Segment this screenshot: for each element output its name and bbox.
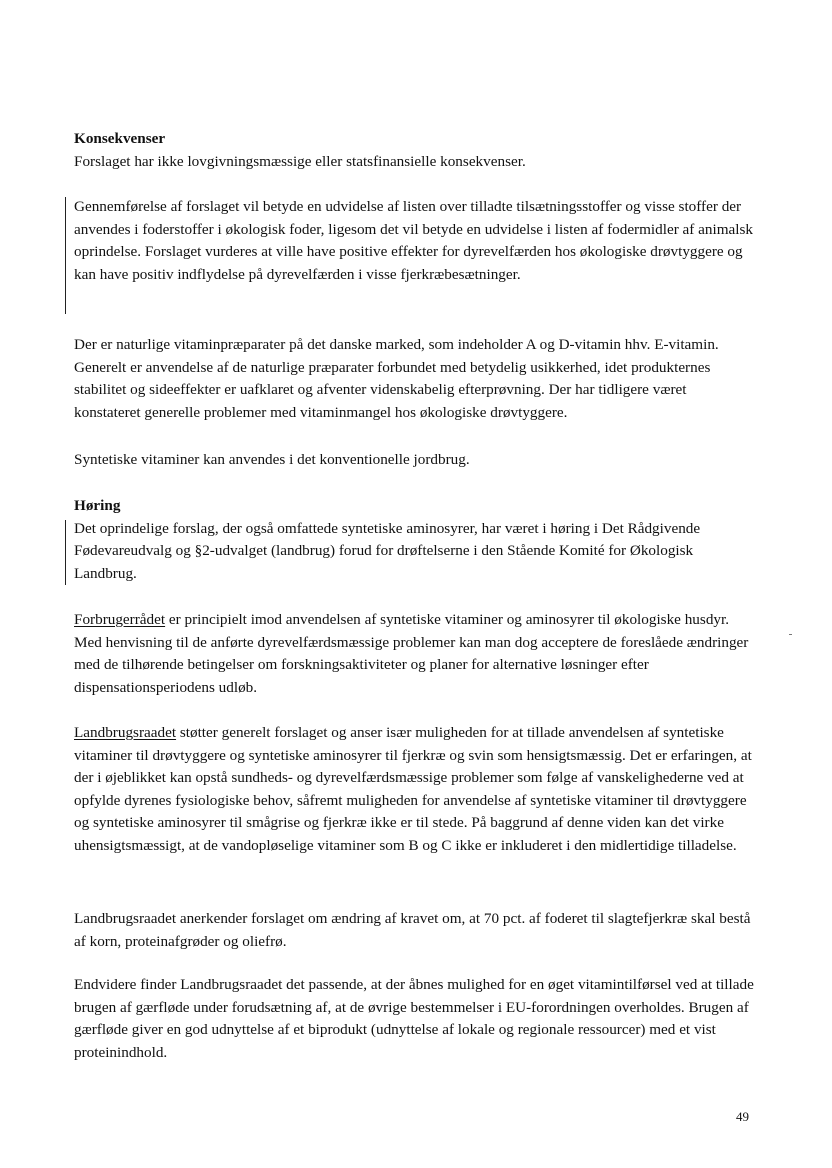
page-number: 49 — [736, 1109, 749, 1124]
hoering-heading: Høring — [74, 497, 121, 514]
revision-bar — [65, 197, 66, 314]
konsekvenser-section — [74, 128, 754, 173]
anerkender-paragraph: Landbrugsraadet anerkender forslaget om ændring af kravet om, at 70 pct. af foderet til slagtefjerkræ skal bestå af korn, proteinafgrøder og oliefrø. — [74, 910, 751, 950]
hoering-section — [74, 495, 754, 585]
landbrugsraadet-paragraph — [74, 722, 754, 857]
syntetiske-paragraph: Syntetiske vitaminer kan anvendes i det konventionelle jordbrug. — [74, 451, 470, 468]
landbrugsraadet-name: Landbrugsraadet — [74, 724, 177, 741]
vitaminpraeparater-paragraph: Der er naturlige vitaminpræparater på det danske marked, som indeholder A og D-vitamin hhv. E-vitamin. Generelt er anvendelse af de naturlige præparater forbundet med betydelig usikkerhed, idet produkternes stabilitet og sideeffekter er uafklaret og afventer videnskabelig efterprøvning. Der har tidligere været konstateret generelle problemer med vitaminmangel hos økologiske drøvtyggere. — [74, 336, 719, 421]
forbrugerraadet-text: er principielt imod anvendelsen af syntetiske vitaminer og aminosyrer til økologiske husdyr. Med henvisning til de anførte dyrevelfærdsmæssige problemer kan man dog acceptere de foreslåede ændringer med de tilhørende betingelser om forskningsaktiviteter og planer for alternative løsninger efter dispensationsperiodens udløb. — [74, 611, 749, 696]
scan-speck — [789, 634, 792, 635]
konsekvenser-text: Forslaget har ikke lovgivningsmæssige eller statsfinansielle konsekvenser. — [74, 152, 526, 170]
gennemfoerelse-paragraph: Gennemførelse af forslaget vil betyde en udvidelse af listen over tilladte tilsætningsstoffer og visse stoffer der anvendes i foderstoffer i økologisk foder, ligesom det vil betyde en udvidelse i listen af fodermidler af animalsk oprindelse. Forslaget vurderes at ville have positive effekter for dyrevelfærden hos økologiske drøvtyggere og kan have positiv indflydelse på dyrevelfærden i visse fjerkræbesætninger. — [74, 198, 753, 283]
forbrugerraadet-name: Forbrugerrådet — [74, 611, 166, 628]
endvidere-paragraph: Endvidere finder Landbrugsraadet det passende, at der åbnes mulighed for en øget vitamintilførsel ved at tillade brugen af gærfløde under forudsætning af, at de øvrige bestemmelser i EU-forordningen overholdes. Brugen af gærfløde giver en god udnyttelse af et biprodukt (udnyttelse af lokale og regionale ressourcer) med et vist proteinindhold. — [74, 976, 754, 1061]
revision-bar — [65, 520, 66, 585]
konsekvenser-heading: Konsekvenser — [74, 130, 166, 147]
forbrugerraadet-paragraph — [74, 609, 754, 699]
hoering-text: Det oprindelige forslag, der også omfattede syntetiske aminosyrer, har været i høring i Det Rådgivende Fødevareudvalg og §2-udvalget (landbrug) forud for drøftelserne i den Stående Komité for Økologisk Landbrug. — [74, 519, 701, 582]
landbrugsraadet-text: støtter generelt forslaget og anser især muligheden for at tillade anvendelsen af syntetiske vitaminer til drøvtyggere og syntetiske aminosyrer til fjerkræ og svin som hensigtsmæssig. Det er erfaringen, at der i øjeblikket kan opstå sundheds- og dyrevelfærdsmæssige problemer som følge af vanskelighederne ved at opfylde dyrenes fysiologiske behov, såfremt muligheden for anvendelse af syntetiske vitaminer til drøvtyggere og syntetiske aminosyrer til smågrise og fjerkræ ikke er til stede. På baggrund af denne viden kan det virke uhensigtsmæssigt, at de vandopløselige vitaminer som B og C ikke er inkluderet i den midlertidige tilladelse. — [74, 724, 752, 854]
